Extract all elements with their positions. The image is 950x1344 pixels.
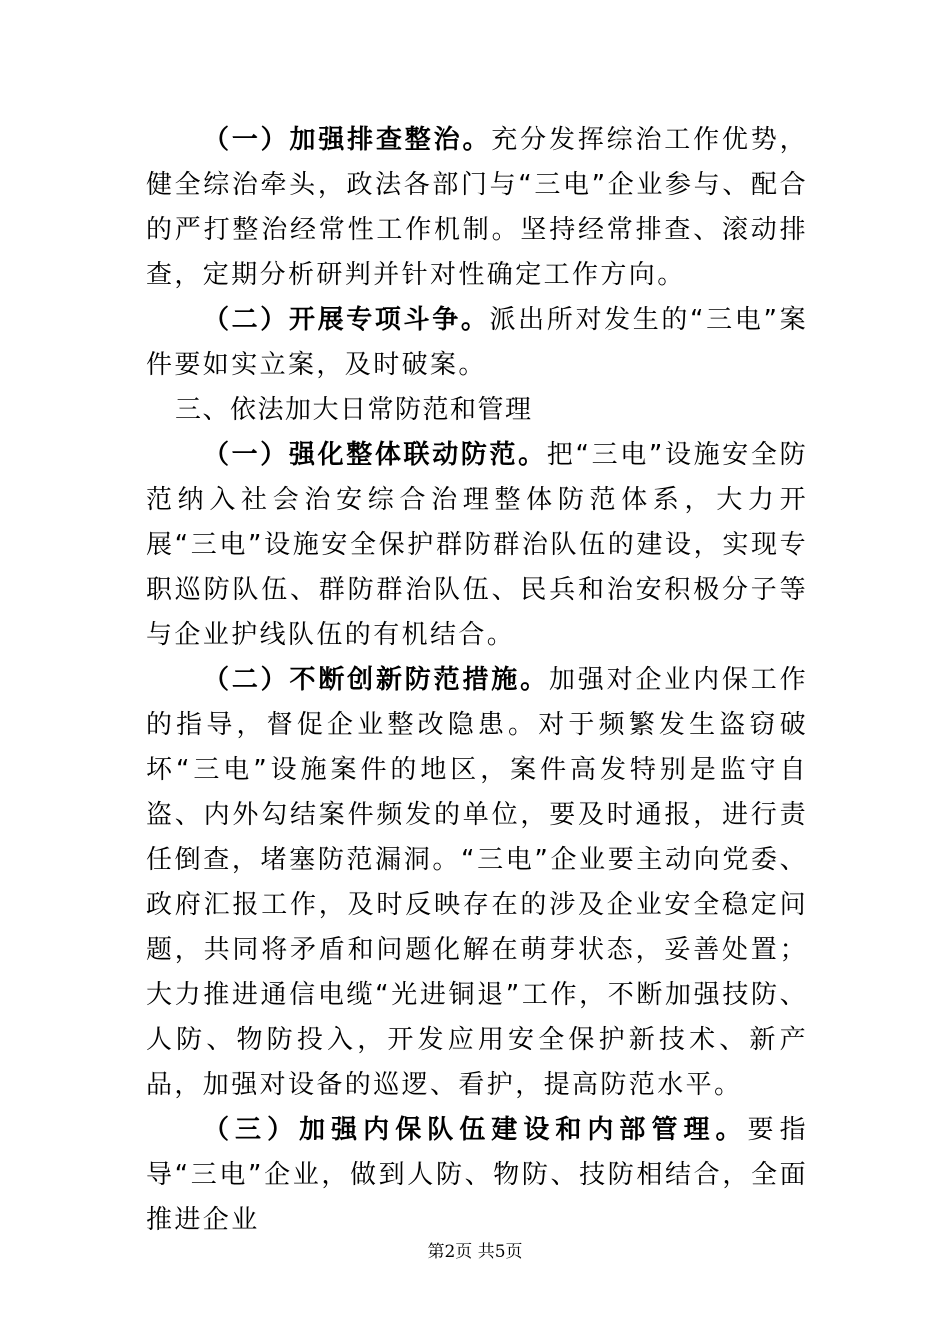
paragraph-lead: （三）加强内保队伍建设和内部管理。 — [203, 1115, 748, 1145]
paragraph-text: 要指导“三电”企业，做到人防、物防、技防相结合，全面推进企业 — [146, 1115, 808, 1235]
paragraph-joint-prevention — [146, 433, 808, 658]
page-number-footer: 第2页 共5页 — [427, 1242, 523, 1262]
paragraph-strengthen-investigation — [146, 118, 808, 298]
paragraph-lead: （一）加强排查整治。 — [203, 125, 492, 155]
paragraph-innovate-measures — [146, 658, 808, 1108]
document-body — [146, 118, 808, 1243]
paragraph-lead: （二）开展专项斗争。 — [203, 305, 490, 335]
paragraph-text: 把“三电”设施安全防范纳入社会治安综合治理整体防范体系，大力开展“三电”设施安全保护群防群治队伍的建设，实现专职巡防队伍、群防群治队伍、民兵和治安积极分子等与企业护线队伍的有机结合。 — [146, 440, 808, 650]
paragraph-text: 派出所对发生的“三电”案件要如实立案，及时破案。 — [146, 305, 808, 380]
paragraph-special-campaign — [146, 298, 808, 388]
section-heading: 三、依法加大日常防范和管理 — [175, 395, 533, 425]
paragraph-lead: （一）强化整体联动防范。 — [203, 440, 547, 470]
paragraph-internal-security — [146, 1108, 808, 1243]
paragraph-text: 加强对企业内保工作的指导，督促企业整改隐患。对于频繁发生盗窃破坏“三电”设施案件的地区，案件高发特别是监守自盗、内外勾结案件频发的单位，要及时通报，进行责任倒查，堵塞防范漏洞。“三电”企业要主动向党委、政府汇报工作，及时反映存在的涉及企业安全稳定问题，共同将矛盾和问题化解在萌芽状态，妥善处置；大力推进通信电缆“光进铜退”工作，不断加强技防、人防、物防投入，开发应用安全保护新技术、新产品，加强对设备的巡逻、看护，提高防范水平。 — [146, 665, 808, 1100]
paragraph-text: 充分发挥综治工作优势，健全综治牵头，政法各部门与“三电”企业参与、配合的严打整治经常性工作机制。坚持经常排查、滚动排查，定期分析研判并针对性确定工作方向。 — [146, 125, 808, 290]
paragraph-lead: （二）不断创新防范措施。 — [203, 665, 549, 695]
